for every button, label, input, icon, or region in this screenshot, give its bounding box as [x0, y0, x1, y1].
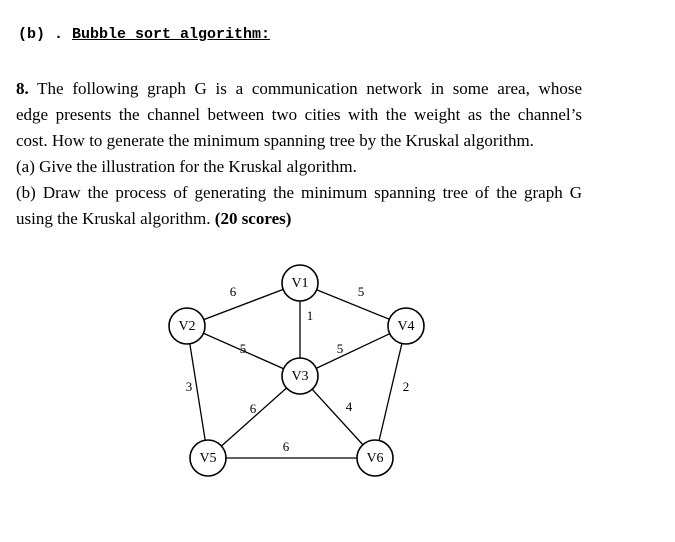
edge-weight-v4-v6: 2 — [402, 378, 410, 394]
question-part-a: (a) Give the illustration for the Kruskal algorithm. — [16, 157, 357, 176]
edge-weight-v1-v2: 6 — [229, 283, 237, 299]
edge-weight-v1-v4: 5 — [357, 283, 365, 299]
question-8 — [16, 76, 582, 232]
graph-g — [160, 258, 440, 478]
edge-v4-v6 — [375, 326, 406, 458]
node-label-v6: V6 — [366, 451, 384, 467]
edge-weight-v3-v6: 4 — [345, 398, 353, 414]
node-v3 — [282, 358, 318, 394]
graph-g-diagram — [160, 258, 440, 478]
question-line-1-text: The following graph G is a communication network in some area, whose — [37, 79, 582, 98]
node-label-v5: V5 — [199, 451, 217, 467]
edge-weight-v2-v3: 5 — [239, 340, 247, 356]
node-label-v4: V4 — [397, 319, 415, 335]
node-v6 — [357, 440, 393, 476]
edge-weight-v2-v5: 3 — [185, 378, 193, 394]
question-line-6-text: using the Kruskal algorithm. — [16, 209, 211, 228]
node-v2 — [169, 308, 205, 344]
node-v4 — [388, 308, 424, 344]
edge-weight-v4-v3: 5 — [336, 340, 344, 356]
question-part-b: (b) Draw the process of generating the minimum spanning tree of the graph G — [16, 183, 582, 202]
part-b-title: Bubble sort algorithm: — [72, 26, 271, 43]
node-label-v2: V2 — [178, 319, 196, 335]
part-b-prefix: (b) . — [18, 26, 73, 43]
node-v5 — [190, 440, 226, 476]
question-number: 8. — [16, 79, 29, 98]
node-v1 — [282, 265, 318, 301]
question-line-1 — [16, 76, 582, 102]
node-label-v1: V1 — [291, 276, 309, 292]
question-line-3: cost. How to generate the minimum spanning tree by the Kruskal algorithm. — [16, 131, 534, 150]
edge-weight-v5-v6: 6 — [282, 438, 290, 454]
edge-weight-v3-v5: 6 — [249, 400, 257, 416]
question-line-6 — [16, 206, 582, 232]
part-b-heading — [18, 26, 270, 43]
question-line-2: edge presents the channel between two cities with the weight as the channel’s — [16, 105, 582, 124]
node-label-v3: V3 — [291, 369, 309, 385]
question-scores: (20 scores) — [214, 209, 292, 228]
edge-weight-v1-v3: 1 — [306, 307, 314, 323]
